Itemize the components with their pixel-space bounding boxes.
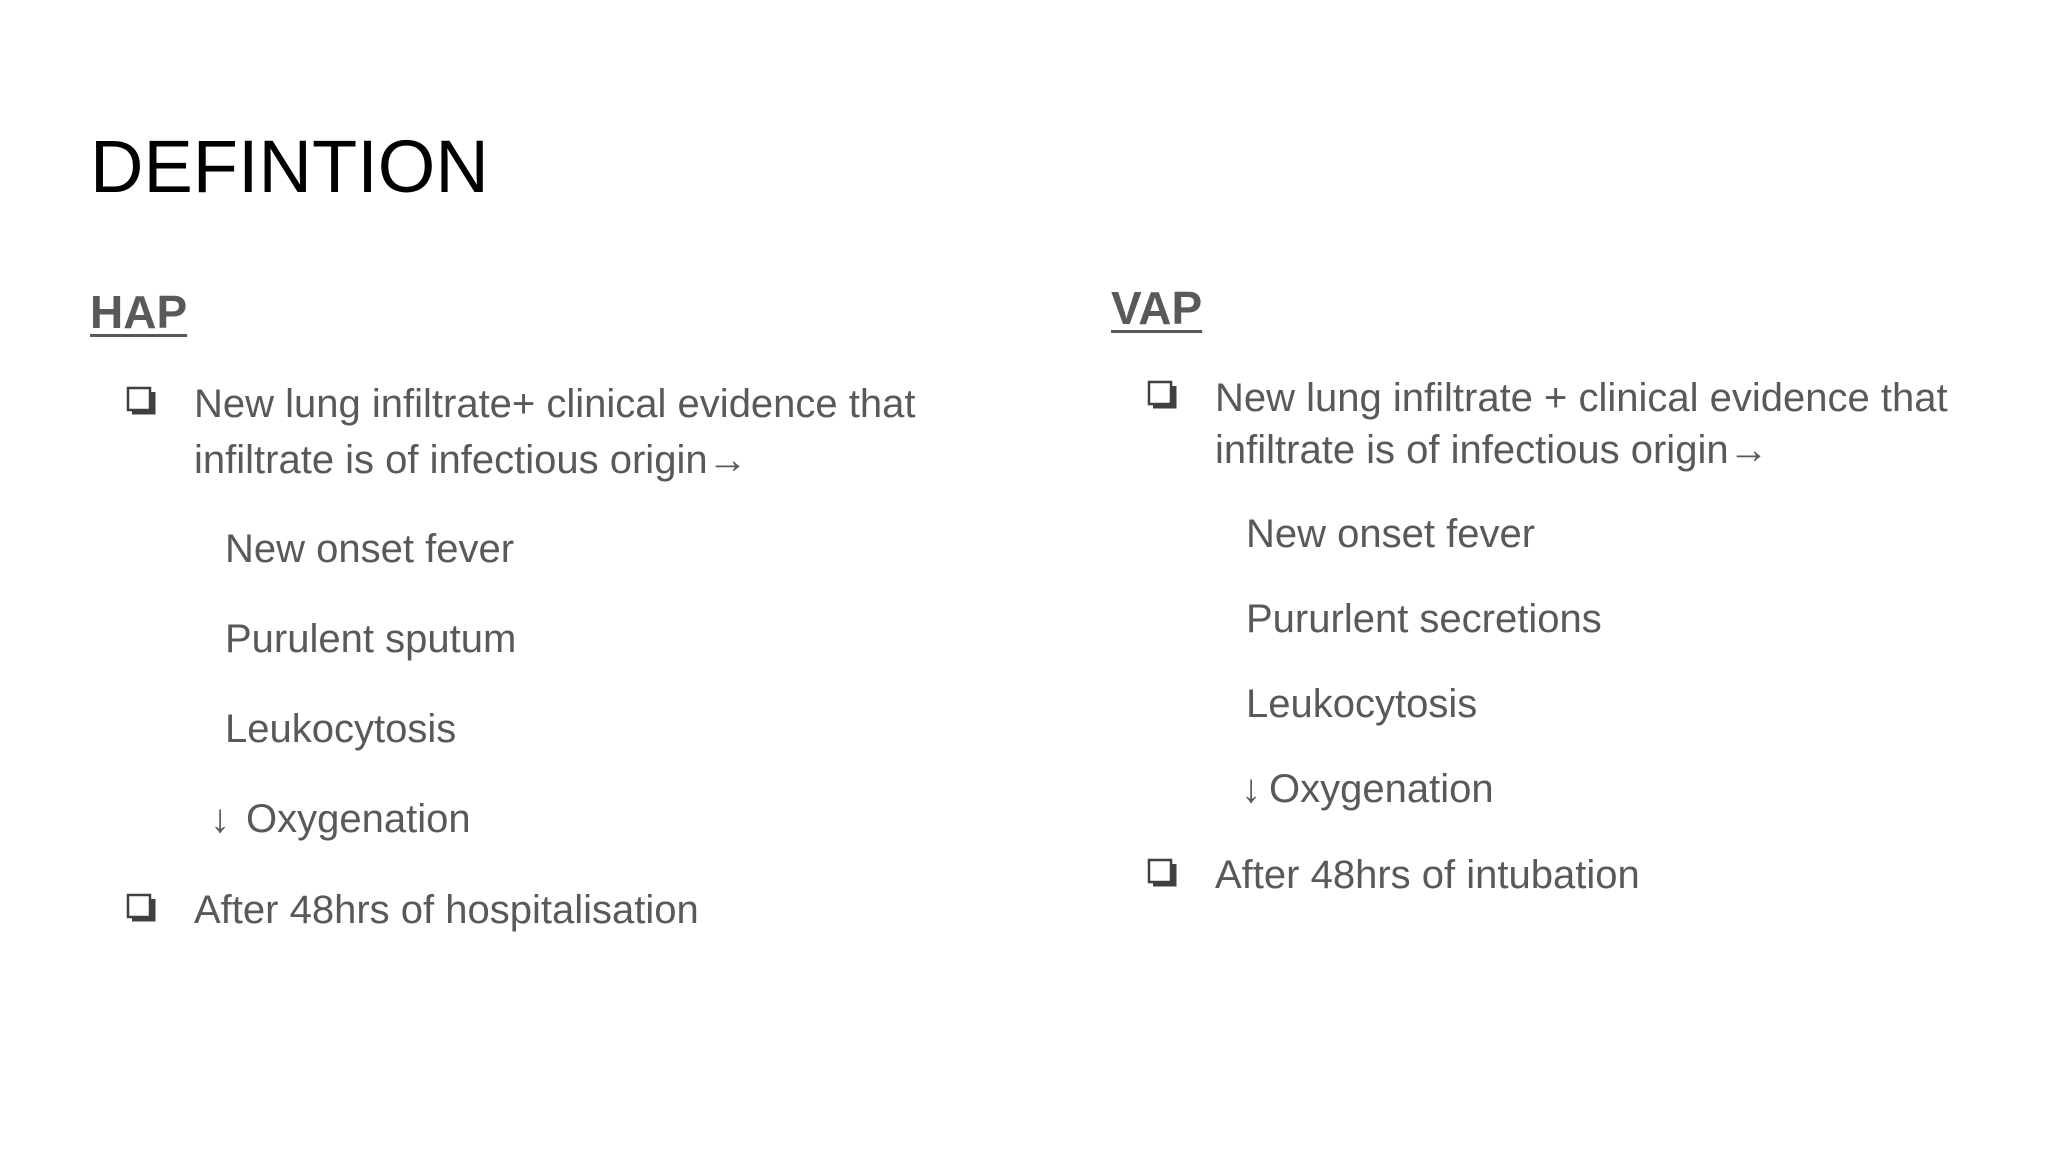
down-arrow-icon: ↓: [1241, 767, 1261, 811]
vap-bullet1-line2: infiltrate is of infectious origin→: [1215, 428, 1769, 472]
vap-sub-item: Pururlent secretions: [1246, 597, 1602, 641]
vap-sub-item: New onset fever: [1246, 512, 1536, 556]
hap-sub-item: Leukocytosis: [225, 707, 457, 751]
vap-oxygenation-label: Oxygenation: [1269, 767, 1494, 811]
down-arrow-icon: ↓: [210, 797, 230, 841]
checkbox-bullet-icon: [126, 386, 160, 422]
vap-sub-item: Leukocytosis: [1246, 682, 1478, 726]
vap-oxygenation-item: [1241, 767, 1494, 812]
vap-column: [1111, 0, 2011, 1152]
checkbox-bullet-icon: [1147, 858, 1181, 894]
checkbox-bullet-icon: [126, 893, 160, 929]
vap-bullet2: After 48hrs of intubation: [1215, 853, 1640, 897]
hap-oxygenation-label: Oxygenation: [246, 797, 471, 841]
hap-bullet1-line2: infiltrate is of infectious origin→: [194, 438, 748, 482]
hap-column: [90, 0, 990, 1152]
hap-sub-item: New onset fever: [225, 527, 515, 571]
slide-title: DEFINTION: [90, 125, 489, 208]
hap-heading: HAP: [90, 286, 188, 338]
vap-heading: VAP: [1111, 282, 1203, 334]
hap-sub-item: Purulent sputum: [225, 617, 517, 661]
hap-bullet2: After 48hrs of hospitalisation: [194, 888, 699, 932]
hap-bullet1-line1: New lung infiltrate+ clinical evidence that: [194, 382, 916, 426]
vap-bullet1-line1: New lung infiltrate + clinical evidence that: [1215, 376, 1948, 420]
hap-oxygenation-item: [210, 797, 471, 842]
checkbox-bullet-icon: [1147, 380, 1181, 416]
